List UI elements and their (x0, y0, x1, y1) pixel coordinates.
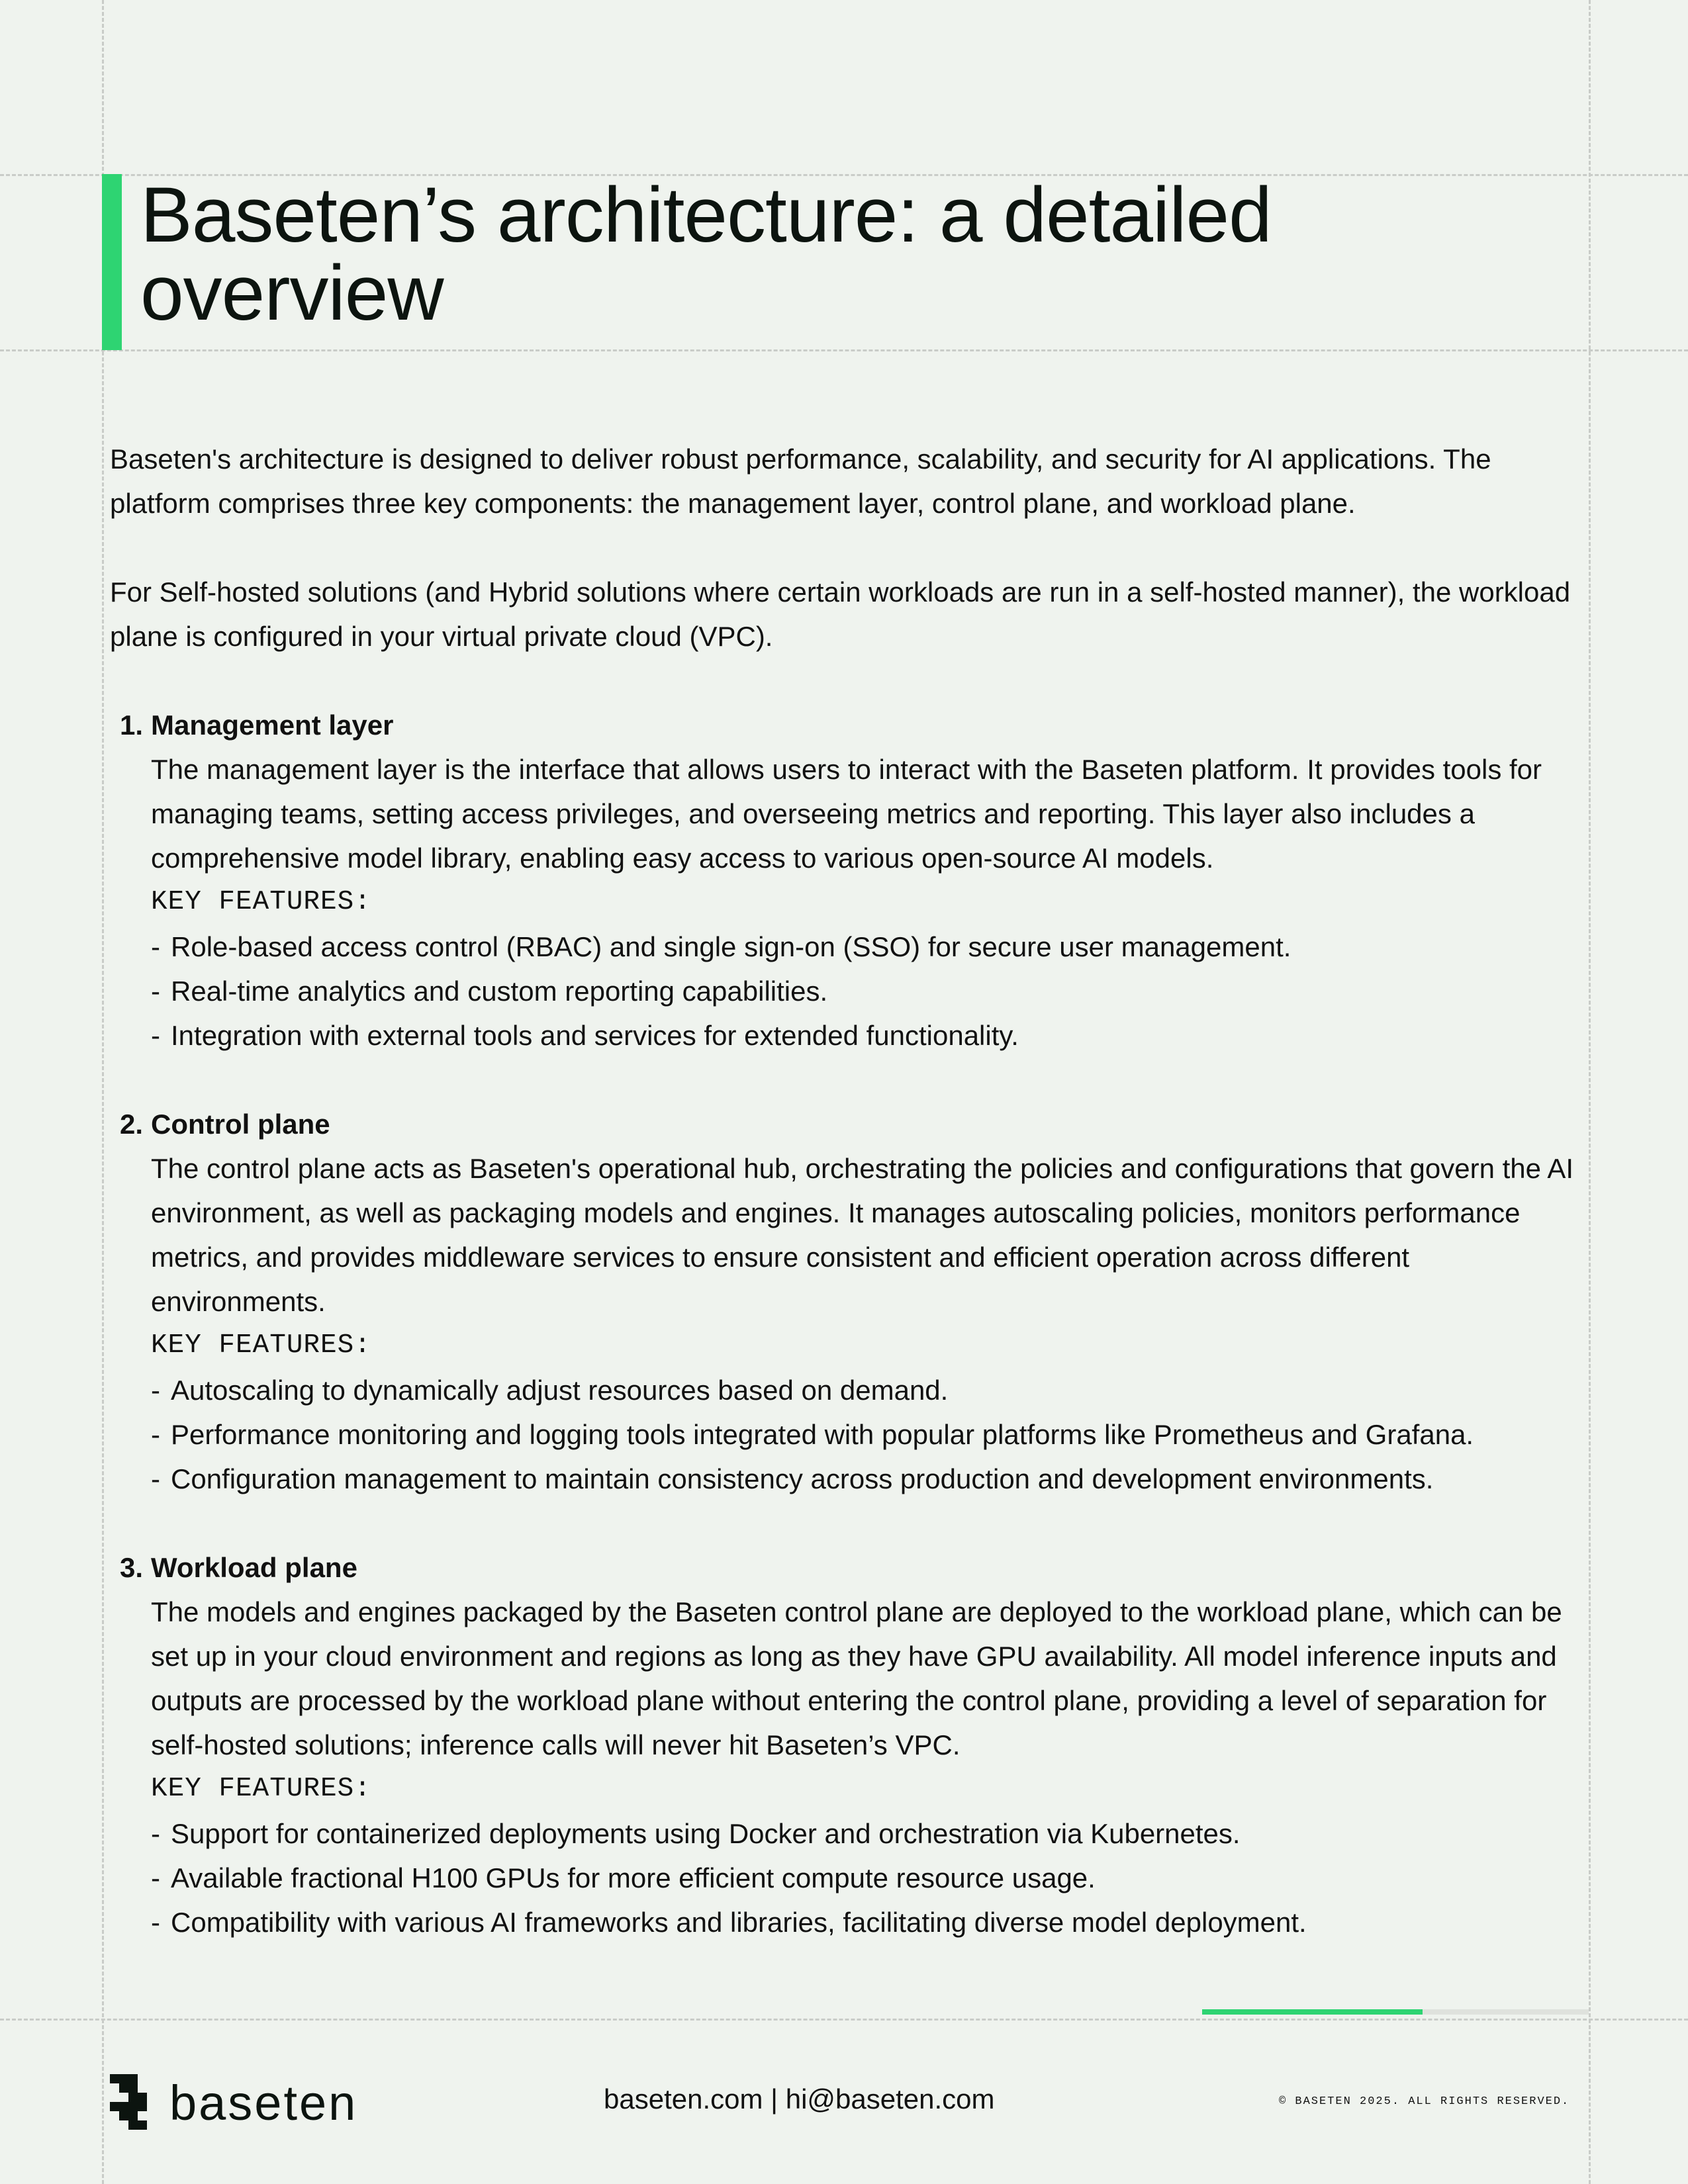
feature-text: Integration with external tools and services for extended functionality. (171, 1020, 1019, 1051)
feature-text: Role-based access control (RBAC) and single sign-on (SSO) for secure user management. (171, 931, 1291, 962)
feature-item (151, 1811, 1586, 1856)
section-heading: Workload plane (151, 1552, 357, 1583)
guide-line-footer (0, 2019, 1688, 2021)
section-description: The models and engines packaged by the Baseten control plane are deployed to the workload plane, which can be set up in your cloud environment and regions as long as they have GPU availability. All model inference inputs and outputs are processed by the workload plane without entering the control plane, providing a level of separation for self-hosted solutions; inference calls will never hit Baseten’s VPC. (151, 1596, 1562, 1760)
feature-text: Configuration management to maintain consistency across production and development environments. (171, 1463, 1434, 1494)
feature-text: Compatibility with various AI frameworks and libraries, facilitating diverse model deployment. (171, 1907, 1307, 1938)
dash-bullet-icon: - (151, 1020, 160, 1051)
dash-bullet-icon: - (151, 1375, 160, 1406)
feature-text: Support for containerized deployments using Docker and orchestration via Kubernetes. (171, 1818, 1241, 1849)
feature-item (151, 1013, 1586, 1058)
title-accent-bar (102, 174, 122, 350)
section-body (151, 703, 1586, 1058)
feature-item (151, 1457, 1586, 1501)
section-number: 1. (119, 709, 143, 741)
sections-list (110, 703, 1586, 1944)
footer-copyright: © BASETEN 2025. ALL RIGHTS RESERVED. (1279, 2095, 1570, 2108)
key-features-label: KEY FEATURES: (151, 1330, 371, 1361)
section-body (151, 1102, 1586, 1501)
feature-text: Real-time analytics and custom reporting capabilities. (171, 976, 828, 1007)
logo-wordmark: baseten (169, 2075, 358, 2130)
intro-paragraph-1: Baseten's architecture is designed to deliver robust performance, scalability, and security for AI applications. The platform comprises three key components: the management layer, control plane, and workload plane. (110, 443, 1491, 519)
feature-text: Performance monitoring and logging tools integrated with popular platforms like Prometheus and Grafana. (171, 1419, 1474, 1450)
feature-item (151, 1856, 1586, 1900)
key-features-label: KEY FEATURES: (151, 1774, 371, 1804)
feature-item (151, 1368, 1586, 1412)
section-number: 3. (119, 1552, 143, 1583)
dash-bullet-icon: - (151, 1463, 160, 1494)
section-number: 2. (119, 1109, 143, 1140)
feature-item (151, 969, 1586, 1013)
dash-bullet-icon: - (151, 1419, 160, 1450)
main-content (110, 437, 1586, 1989)
baseten-logo[interactable] (110, 2074, 357, 2131)
page-progress-bar (1202, 2009, 1589, 2015)
guide-line-title-bottom (0, 349, 1688, 351)
section-3 (110, 1545, 1586, 1944)
feature-item (151, 1900, 1586, 1944)
intro-paragraph-2: For Self-hosted solutions (and Hybrid solutions where certain workloads are run in a self-hosted manner), the workload plane is configured in your virtual private cloud (VPC). (110, 576, 1571, 652)
section-heading: Control plane (151, 1109, 330, 1140)
footer-contact[interactable]: baseten.com | hi@baseten.com (604, 2083, 995, 2115)
page-progress-fill (1202, 2009, 1423, 2015)
section-1 (110, 703, 1586, 1058)
feature-text: Available fractional H100 GPUs for more efficient compute resource usage. (171, 1862, 1096, 1893)
section-body (151, 1545, 1586, 1944)
page-title: Baseten’s architecture: a detailed overview (140, 171, 1272, 337)
section-2 (110, 1102, 1586, 1501)
section-description: The management layer is the interface that allows users to interact with the Baseten platform. It provides tools for managing teams, setting access privileges, and overseeing metrics and reporting. This layer also includes a comprehensive model library, enabling easy access to various open-source AI models. (151, 754, 1542, 874)
feature-text: Autoscaling to dynamically adjust resources based on demand. (171, 1375, 949, 1406)
dash-bullet-icon: - (151, 1862, 160, 1893)
feature-item (151, 1412, 1586, 1457)
section-heading: Management layer (151, 709, 394, 741)
key-features-label: KEY FEATURES: (151, 887, 371, 917)
dash-bullet-icon: - (151, 1907, 160, 1938)
dash-bullet-icon: - (151, 931, 160, 962)
section-description: The control plane acts as Baseten's operational hub, orchestrating the policies and configurations that govern the AI environment, as well as packaging models and engines. It manages autoscaling policies, monitors performance metrics, and provides middleware services to ensure consistent and efficient operation across different environments. (151, 1153, 1574, 1317)
baseten-logo-icon (110, 2074, 155, 2131)
guide-line-right (1589, 0, 1591, 2184)
dash-bullet-icon: - (151, 1818, 160, 1849)
dash-bullet-icon: - (151, 976, 160, 1007)
feature-item (151, 925, 1586, 969)
